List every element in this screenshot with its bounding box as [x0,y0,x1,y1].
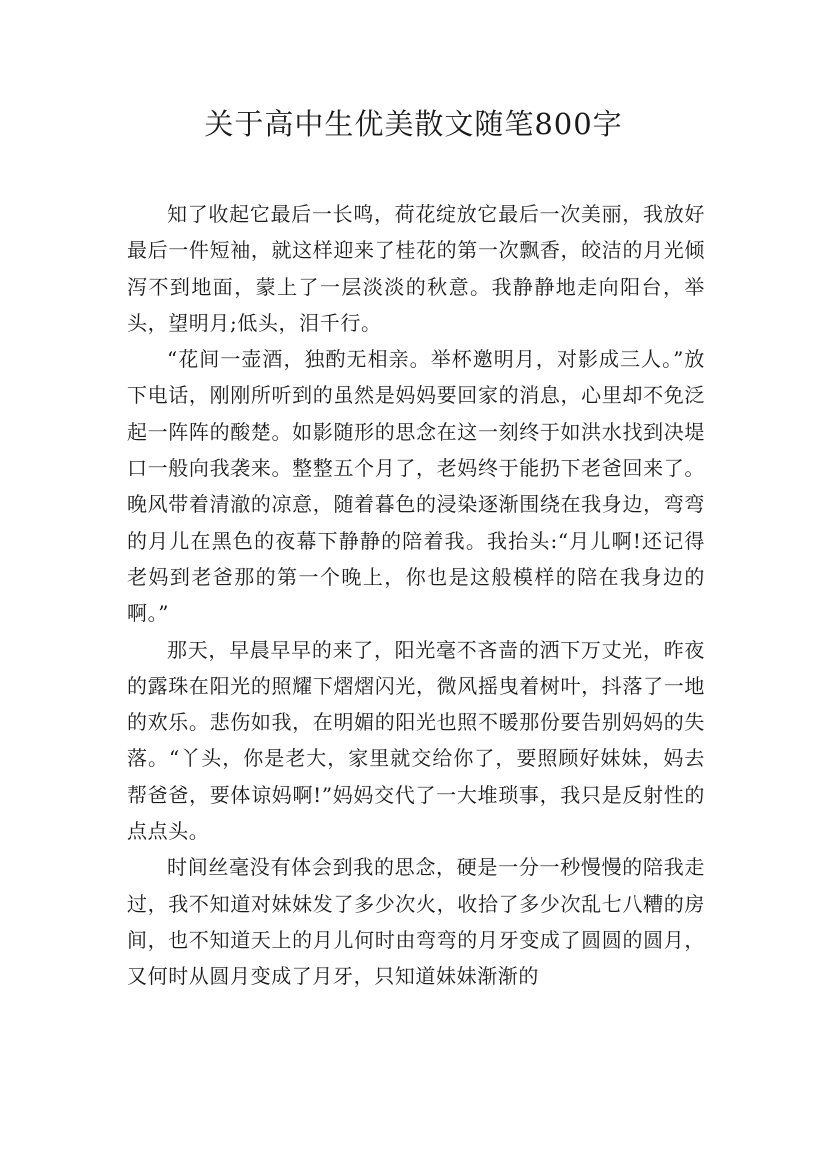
paragraph-4: 时间丝毫没有体会到我的思念，硬是一分一秒慢慢的陪我走过，我不知道对妹妹发了多少次火，收拾了多少次乱七八糟的房间，也不知道天上的月儿何时由弯弯的月牙变成了圆圆的圆月，又何时从圆月变成了月牙，只知道妹妹渐渐的 [127,855,705,989]
document-body [127,196,705,995]
paragraph-2: “花间一壶酒，独酌无相亲。举杯邀明月，对影成三人。”放下电话，刚刚所听到的虽然是妈妈要回家的消息，心里却不免泛起一阵阵的酸楚。如影随形的思念在这一刻终于如洪水找到决堤口一般向我袭来。整整五个月了，老妈终于能扔下老爸回来了。晚风带着清澈的凉意，随着暮色的浸染逐渐围绕在我身边，弯弯的月儿在黑色的夜幕下静静的陪着我。我抬头:“月儿啊!还记得老妈到老爸那的第一个晚上，你也是这般模样的陪在我身边的啊。” [127,347,705,626]
paragraph-3: 那天，早晨早早的来了，阳光毫不吝啬的洒下万丈光，昨夜的露珠在阳光的照耀下熠熠闪光，微风摇曳着树叶，抖落了一地的欢乐。悲伤如我，在明媚的阳光也照不暖那份要告别妈妈的失落。“丫头，你是老大，家里就交给你了，要照顾好妹妹，妈去帮爸爸，要体谅妈啊!”妈妈交代了一大堆琐事，我只是反射性的点点头。 [127,637,705,844]
document-title: 关于高中生优美散文随笔800字 [204,107,623,141]
paragraph-1: 知了收起它最后一长鸣，荷花绽放它最后一次美丽，我放好最后一件短袖，就这样迎来了桂花的第一次飘香，皎洁的月光倾泻不到地面，蒙上了一层淡淡的秋意。我静静地走向阳台，举头，望明月;低头，泪千行。 [127,202,705,335]
